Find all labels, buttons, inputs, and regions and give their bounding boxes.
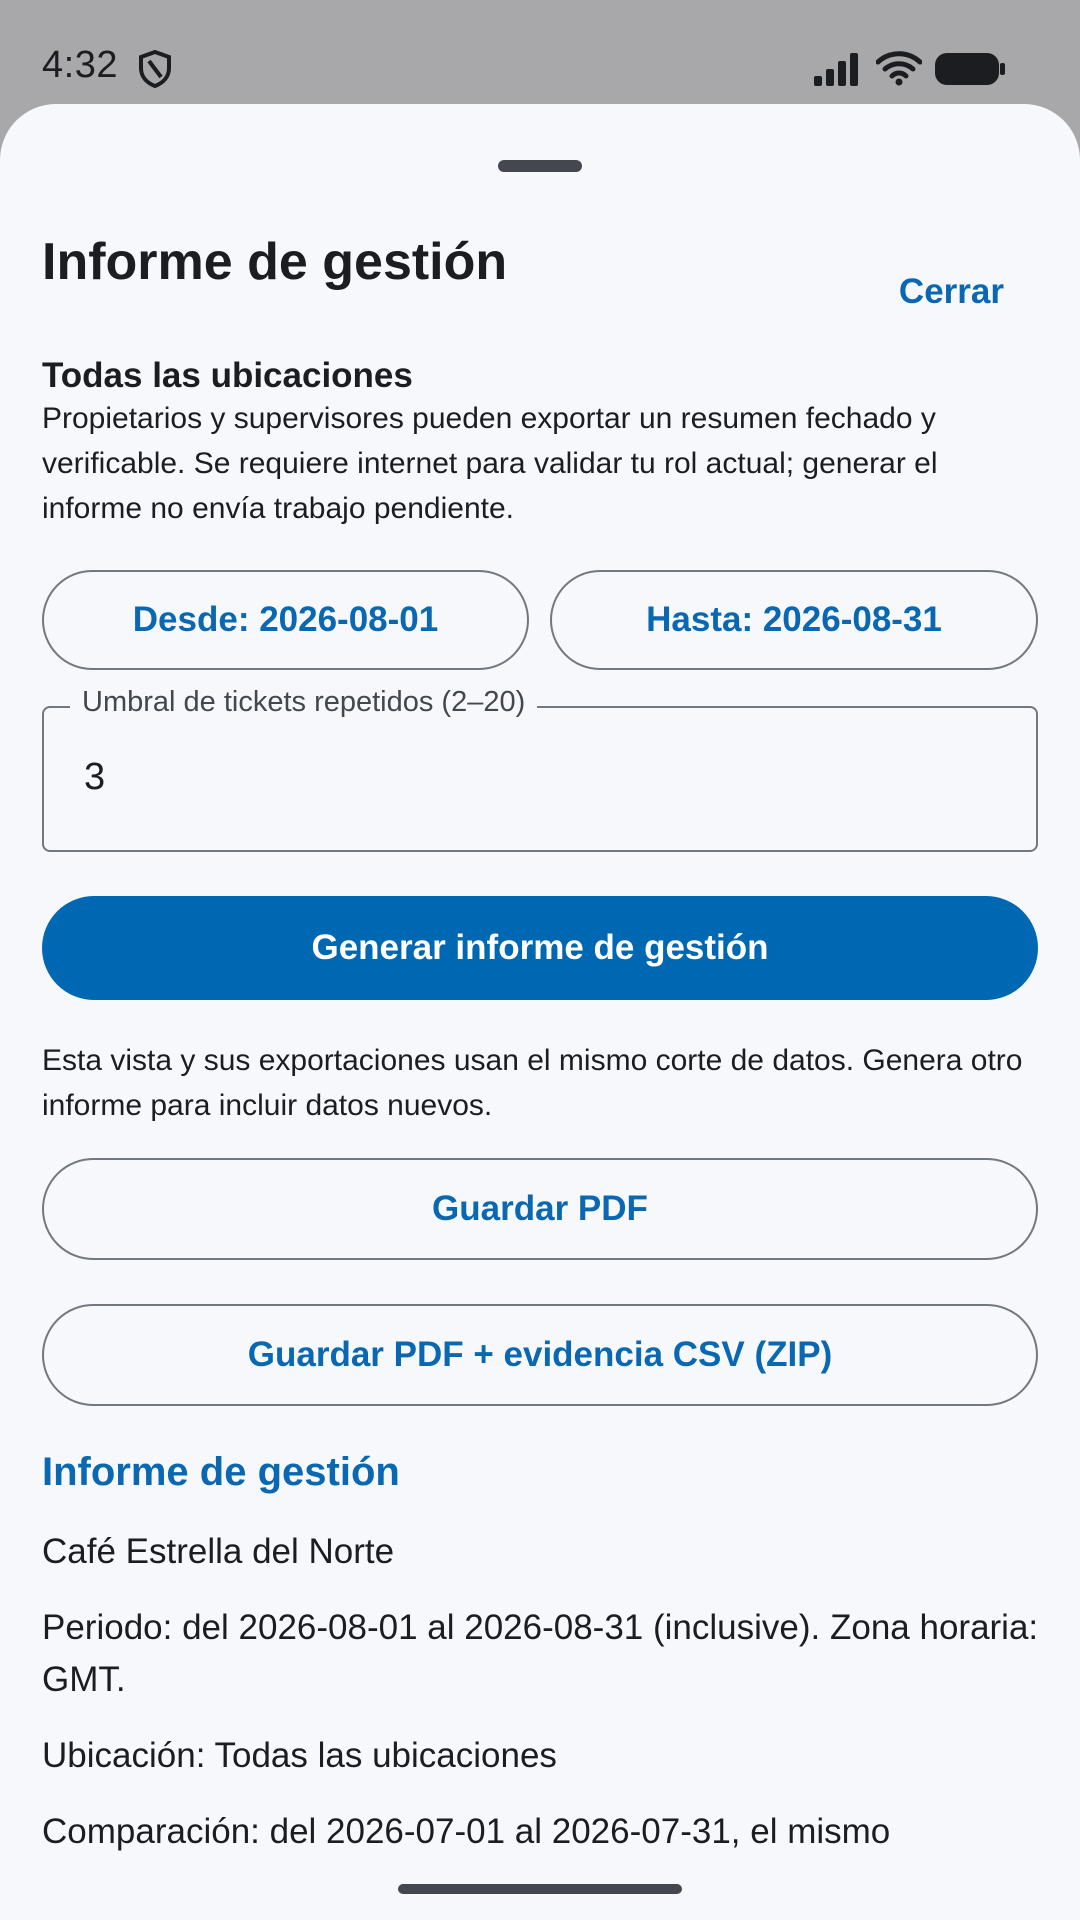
wifi-icon xyxy=(876,50,922,86)
report-comparison: Comparación: del 2026-07-01 al 2026-07-31, el mismo xyxy=(42,1812,891,1851)
data-cutoff-note: Esta vista y sus exportaciones usan el mismo corte de datos. Genera otro informe para incluir datos nuevos. xyxy=(42,1044,1023,1122)
sheet-drag-handle[interactable] xyxy=(498,160,582,172)
report-business-name: Café Estrella del Norte xyxy=(42,1532,395,1571)
generate-report-button[interactable]: Generar informe de gestión xyxy=(42,896,1038,1000)
intro-text: Propietarios y supervisores pueden exportar un resumen fechado y verificable. Se requiere internet para validar tu rol actual; generar el informe no envía trabajo pendiente. xyxy=(42,402,938,525)
battery-icon xyxy=(934,50,1006,88)
save-pdf-csv-zip-button[interactable]: Guardar PDF + evidencia CSV (ZIP) xyxy=(42,1304,1038,1406)
location-heading: Todas las ubicaciones xyxy=(42,356,413,395)
cellular-signal-icon xyxy=(812,52,860,86)
report-location: Ubicación: Todas las ubicaciones xyxy=(42,1736,557,1775)
date-to-button[interactable]: Hasta: 2026-08-31 xyxy=(550,570,1038,670)
status-time: 4:32 xyxy=(42,44,118,86)
status-bar xyxy=(0,0,1080,104)
threshold-field-label: Umbral de tickets repetidos (2–20) xyxy=(70,686,537,719)
sheet-title: Informe de gestión xyxy=(42,233,508,291)
shield-icon xyxy=(138,50,172,88)
report-period: Periodo: del 2026-08-01 al 2026-08-31 (inclusive). Zona horaria: GMT. xyxy=(42,1608,1039,1699)
report-heading: Informe de gestión xyxy=(42,1450,400,1494)
save-pdf-button[interactable]: Guardar PDF xyxy=(42,1158,1038,1260)
date-from-button[interactable]: Desde: 2026-08-01 xyxy=(42,570,529,670)
management-report-sheet xyxy=(0,104,1080,1920)
repeat-ticket-threshold-field[interactable] xyxy=(42,686,1038,852)
threshold-input-value[interactable]: 3 xyxy=(84,756,106,798)
home-indicator[interactable] xyxy=(398,1884,682,1894)
close-button[interactable]: Cerrar xyxy=(898,272,1004,311)
